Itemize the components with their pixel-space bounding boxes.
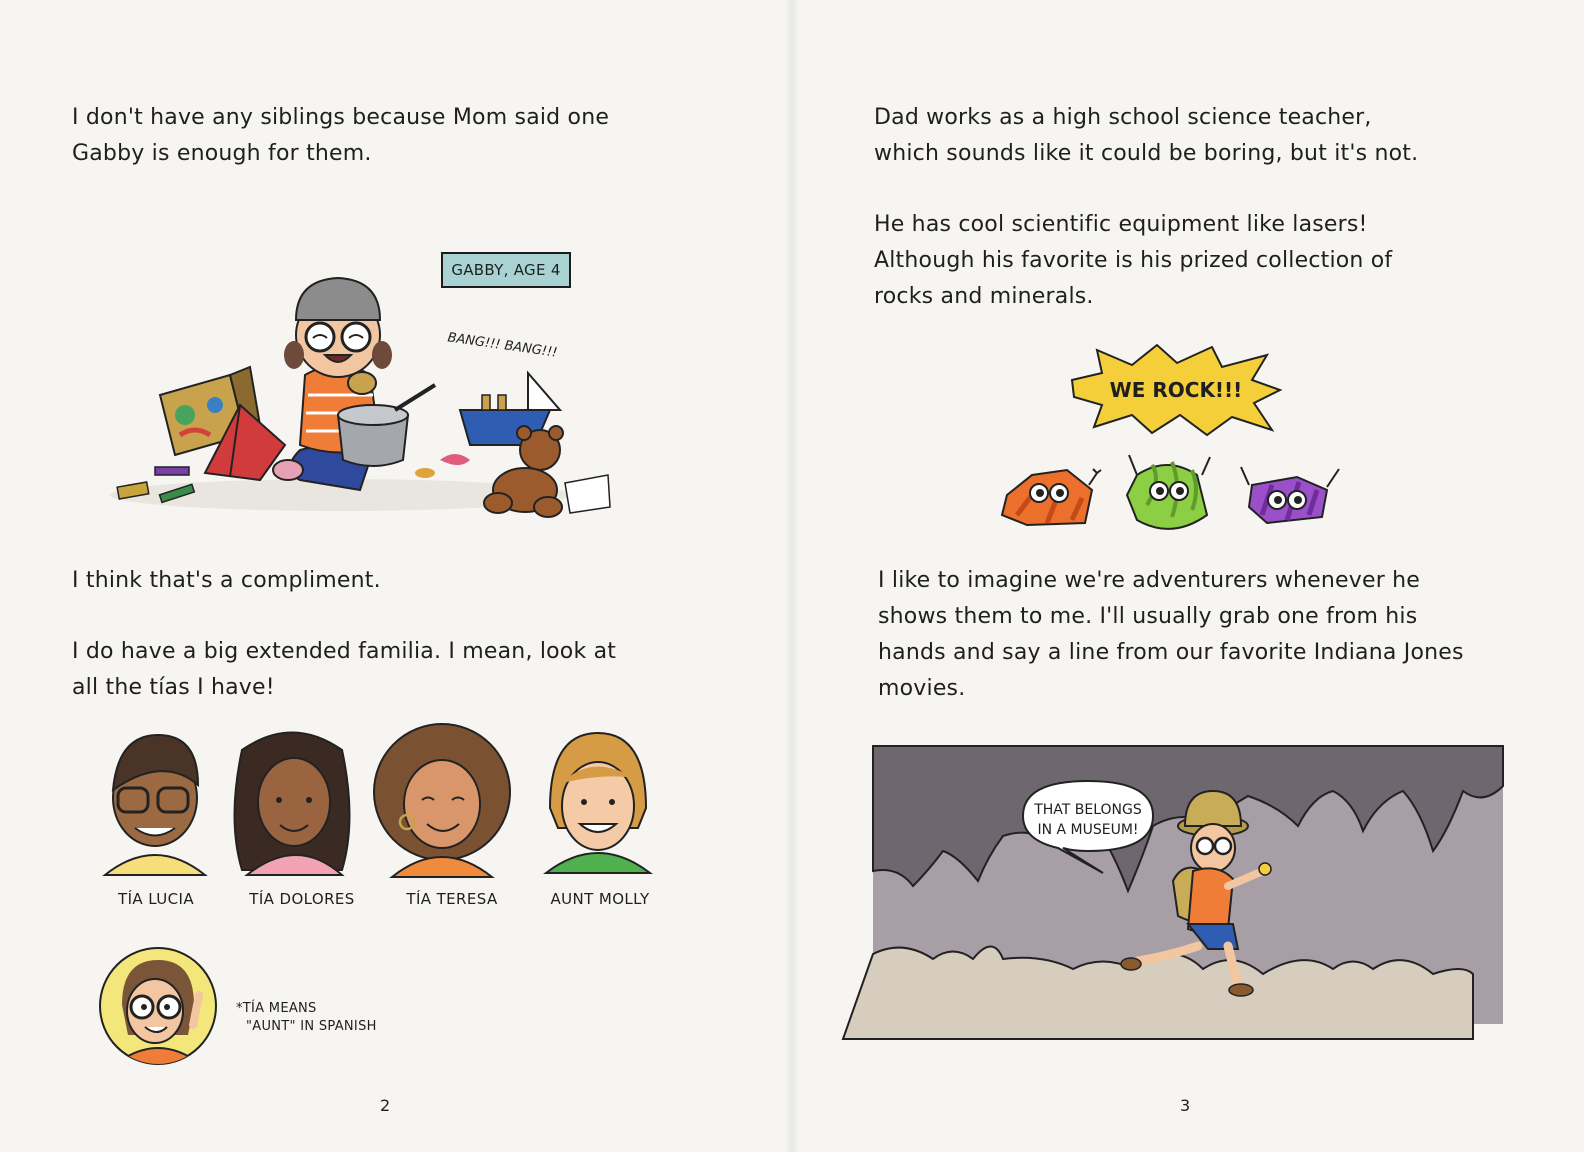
tia-teresa-portrait [367, 722, 517, 882]
rock-characters [997, 445, 1367, 535]
page-right [792, 0, 1584, 1152]
footnote-line-2: "AUNT" IN SPANISH [246, 1019, 377, 1034]
page-number-right: 3 [1180, 1096, 1191, 1115]
aunt-molly-caption: AUNT MOLLY [550, 890, 650, 908]
bang-sound-effect: BANG!!! BANG!!! [446, 330, 559, 361]
tia-dolores-portrait [232, 730, 357, 880]
right-paragraph-2: He has cool scientific equipment like lasers! Although his favorite is his prized collection of rocks and minerals. [874, 212, 1393, 309]
cave-adventure-panel [873, 746, 1503, 1024]
gabby-figure [273, 278, 435, 490]
gabby-age-label: GABBY, AGE 4 [441, 252, 571, 288]
purple-rock-icon [1241, 467, 1339, 523]
we-rock-burst [1072, 345, 1282, 435]
aunt-molly-portrait [538, 728, 658, 878]
drawing-paper-icon [565, 475, 610, 513]
bubble-text-line-2: IN A MUSEUM! [1037, 822, 1139, 838]
right-paragraph-1: Dad works as a high school science teacher, which sounds like it could be boring, but it's not. [874, 105, 1419, 166]
left-paragraph-2: I think that's a compliment. [72, 568, 381, 593]
orange-rock-icon [1002, 469, 1101, 525]
tia-dolores-caption: TÍA DOLORES [249, 890, 355, 908]
right-paragraph-3: I like to imagine we're adventurers whenever he shows them to me. I'll usually grab one from his hands and say a line from our favorite Indiana Jones movies. [878, 568, 1464, 701]
we-rock-text: WE ROCK!!! [1109, 378, 1243, 402]
green-rock-icon [1127, 455, 1210, 529]
left-paragraph-3: I do have a big extended familia. I mean, look at all the tías I have! [72, 639, 617, 700]
gabby-badge-portrait [97, 945, 219, 1067]
tia-lucia-caption: TÍA LUCIA [118, 890, 194, 908]
left-paragraph-1: I don't have any siblings because Mom said one Gabby is enough for them. [72, 105, 610, 166]
tia-teresa-caption: TÍA TERESA [406, 890, 498, 908]
tia-lucia-portrait [100, 730, 210, 880]
bubble-text-line-1: THAT BELONGS [1034, 802, 1142, 818]
page-number-left: 2 [380, 1096, 391, 1115]
footnote-line-1: *TÍA MEANS [236, 1001, 317, 1016]
tia-footnote [236, 1000, 377, 1036]
